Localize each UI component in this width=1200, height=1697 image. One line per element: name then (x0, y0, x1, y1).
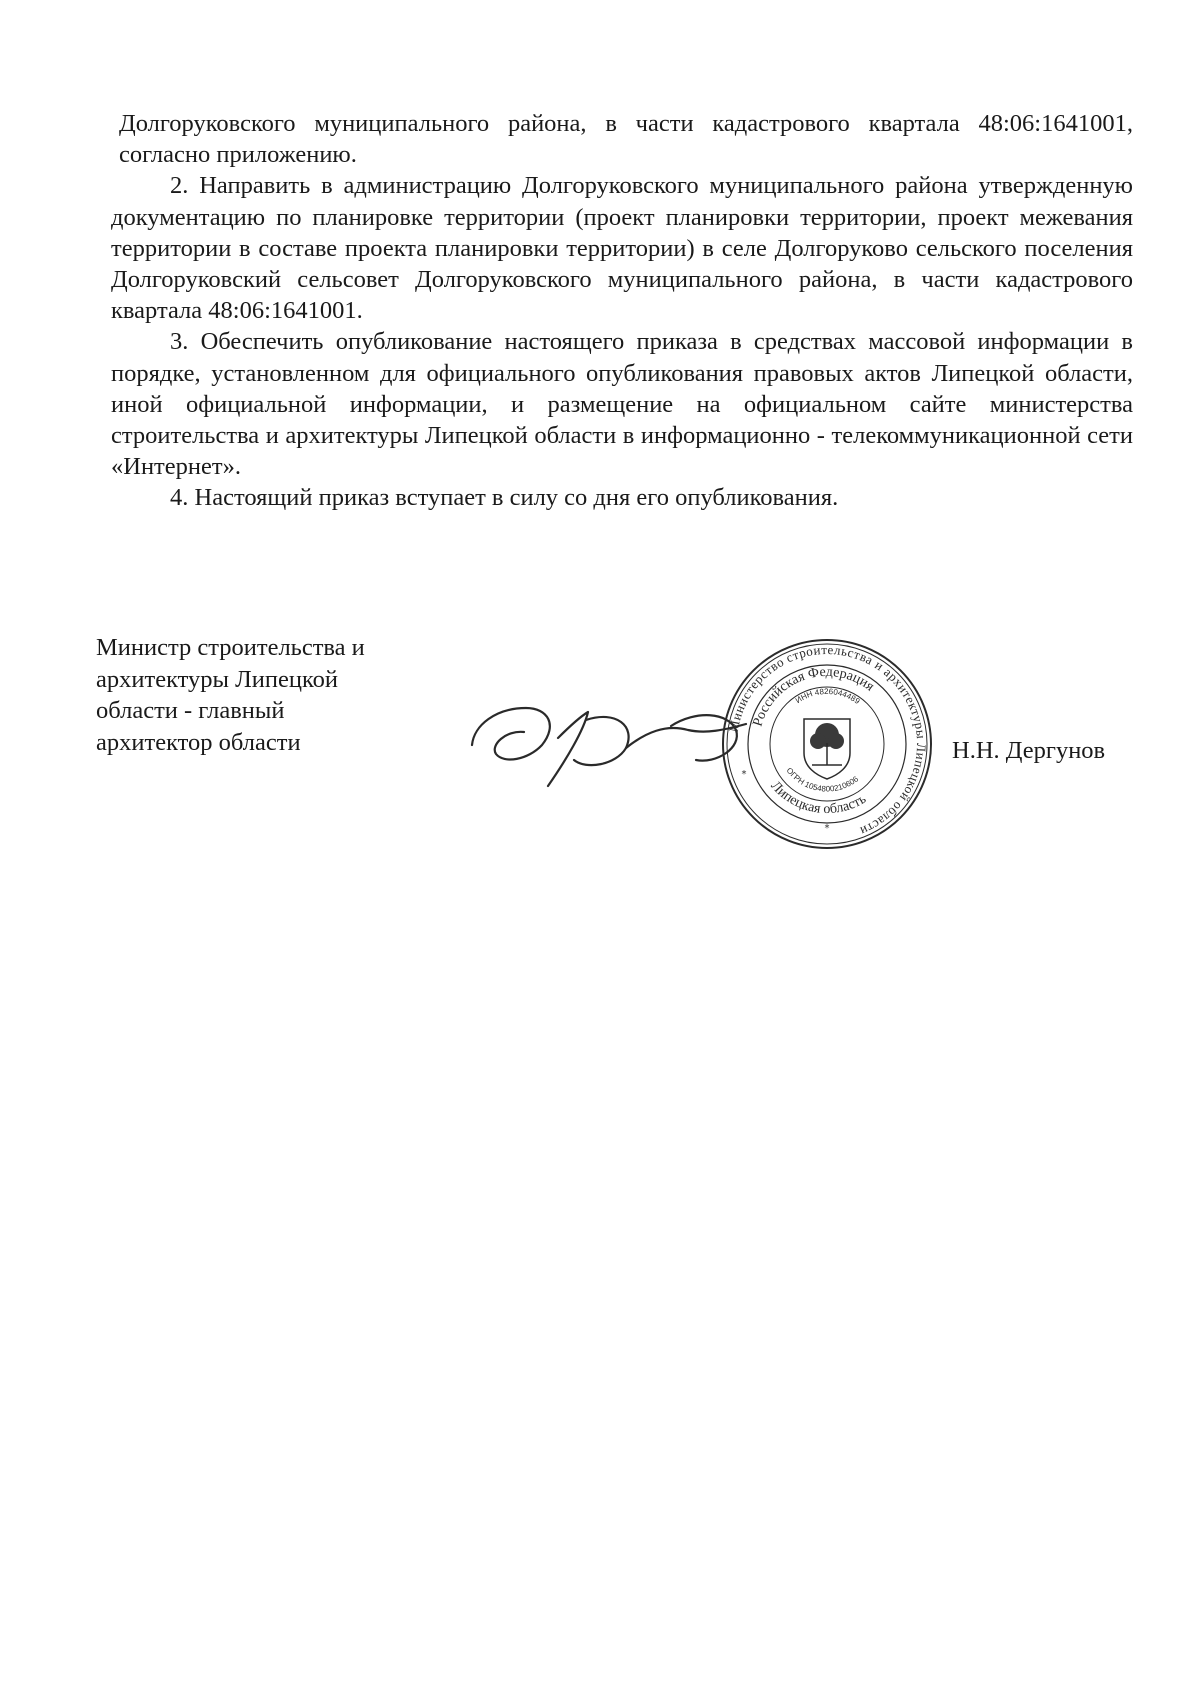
seal-star-icon: * (824, 823, 830, 834)
seal-inner-top-text: Российская Федерация (750, 664, 877, 729)
signer-title-line: архитектуры Липецкой (96, 665, 338, 693)
document-body (111, 108, 1133, 514)
seal-inn-text: ИНН 4826044489 (793, 686, 862, 706)
svg-text:ОГРН 1054800210606 (785, 766, 861, 794)
seal-outer-text: Министерство строительства и архитектуры Липецкой области (725, 641, 930, 840)
svg-text:ИНН 4826044489 (794, 687, 862, 706)
seal-ogrn-text: ОГРН 1054800210606 (784, 766, 861, 794)
signer-title-line: области - главный (96, 697, 285, 724)
signer-title-line: архитектор области (96, 728, 301, 756)
signer-title (96, 632, 426, 758)
paragraph-item-4: 4. Настоящий приказ вступает в силу со дня его опубликования. (170, 484, 839, 512)
paragraph-continuation: Долгоруковского муниципального района, в части кадастрового квартала 48:06:1641001, согласно приложению. (119, 110, 1133, 169)
coat-of-arms-icon (804, 719, 850, 779)
signer-name: Н.Н. Дергунов (952, 737, 1106, 764)
signer-title-line: Министр строительства и (96, 634, 365, 661)
paragraph-item-3: 3. Обеспечить опубликование настоящего приказа в средствах массовой информации в порядке, установленном для официального опубликования правовых актов Липецкой области, иной официальной информации, и размещение на официальном сайте министерства строительства и архитектуры Липецкой области в информационно - телекоммуникационной сети «Интернет». (111, 328, 1133, 481)
seal-bottom-text: Липецкая область (767, 778, 869, 818)
seal-star-icon: * (741, 769, 747, 780)
paragraph-item-2: 2. Направить в администрацию Долгоруковского муниципального района утвержденную документацию по планировке территории (проект планировки территории, проект межевания территории в составе проекта планировки территории) в селе Долгоруково сельского поселения Долгоруковский сельсовет Долгоруковского муниципального района, в части кадастрового квартала 48:06:1641001. (111, 172, 1133, 325)
official-seal (718, 635, 936, 853)
